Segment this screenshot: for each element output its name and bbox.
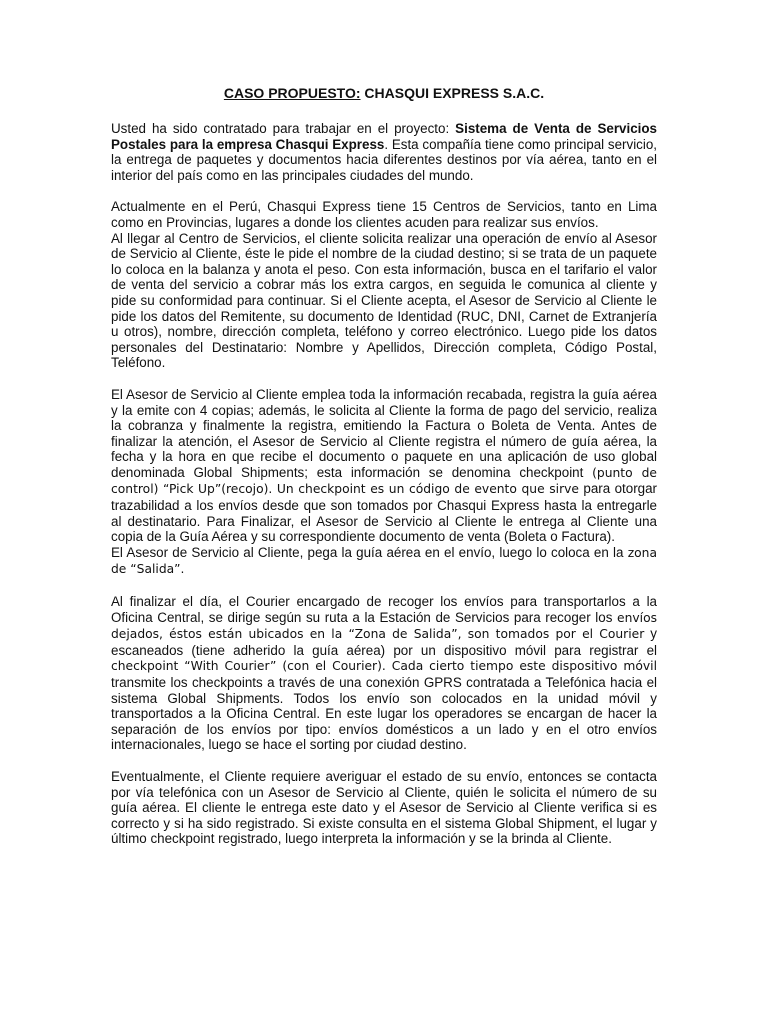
exit-zone-label: zona de “Salida”. xyxy=(111,545,657,577)
intro-text: Usted ha sido contratado para trabajar en el proyecto: xyxy=(111,121,456,136)
courier-scan-text: y escaneados (tiene adherido la guía aérea) por un dispositivo móvil para registrar el xyxy=(111,626,658,658)
service-centers-line: Actualmente en el Perú, Chasqui Express tiene 15 Centros de Servicios, tanto en Lima como en Provincias, lugares a donde los clientes acuden para realizar sus envíos. xyxy=(111,199,657,230)
courier-pickup-text: envíos dejados, éstos están ubicados en la “Zona de Salida”, son tomados por el Courier xyxy=(111,610,657,642)
exit-zone-text: El Asesor de Servicio al Cliente, pega la guía aérea en el envío, luego lo coloca en la xyxy=(111,544,628,560)
with-courier-checkpoint: checkpoint “With Courier” (con el Courier). Cada cierto tiempo este dispositivo móvil xyxy=(111,659,657,674)
title-company: CHASQUI EXPRESS S.A.C. xyxy=(360,85,545,101)
intro-text-cont: . Esta compañía tiene como principal servicio, la entrega de paquetes y documentos hacia diferentes destinos por vía aérea, tanto en el interior del país como en las principales ciudades del mundo. xyxy=(111,136,658,183)
project-name: Sistema de Venta de Servicios Postales para la empresa Chasqui Express xyxy=(111,121,657,152)
tracking-text: Eventualmente, el Cliente requiere averiguar el estado de su envío, entonces se contacta por vía telefónica con un Asesor de Servicio al Cliente, quién le solicita el número de su guía aérea. El cliente le entrega este dato y el Asesor de Servicio al Cliente verifica si es correcto y si ha sido registrado. Si existe consulta en el sistema Global Shipment, el lugar y último checkpoint registrado, luego interpreta la información y se la brinda al Cliente. xyxy=(111,768,657,847)
paragraph-courier xyxy=(111,594,657,753)
waybill-text: El Asesor de Servicio al Cliente emplea toda la información recabada, registra la guía aérea y la emite con 4 copias; además, le solicita al Cliente la forma de pago del servicio, realiza la cobranza y finalmente la registra, emitiendo la Factura o Boleta de Venta. Antes de finalizar la atención, el Asesor de Servicio al Cliente registra el número de guía aérea, la fecha y la hora en que recibe el documento o paquete en una aplicación de uso global denominada Global Shipments; esta información se denomina checkpoint xyxy=(111,386,657,480)
waybill-text-cont: para otorgar trazabilidad a los envíos desde que son tomados por Chasqui Express hasta la entregarle al destinatario. Para Finalizar, el Asesor de Servicio al Cliente le entrega al Cliente una copia de la Guía Aérea y su correspondiente documento de venta (Boleta o Factura). xyxy=(111,481,658,545)
courier-text: Al finalizar el día, el Courier encargado de recoger los envíos para transportarlos a la Oficina Central, se dirige según su ruta a la Estación de Servicios para recoger los xyxy=(111,594,657,625)
courier-transmit-text: transmite los checkpoints a través de una conexión GPRS contratada a Telefónica hacia el sistema Global Shipments. Todos los envío son colocados en la unidad móvil y transportados a la Oficina Central. En este lugar los operadores se encargan de hacer la separación de los envíos por tipo: envíos domésticos a un lado y en el otro envíos internacionales, luego se hace el sorting por ciudad destino. xyxy=(111,675,657,753)
paragraph-intro xyxy=(111,121,657,183)
service-process-text: Al llegar al Centro de Servicios, el cliente solicita realizar una operación de envío al Asesor de Servicio al Cliente, éste le pide el nombre de la ciudad destino; si se trata de un paquete lo coloca en la balanza y anota el peso. Con esta información, busca en el tarifario el valor de venta del servicio a cobrar más los extra cargos, en seguida le comunica al cliente y pide su conformidad para continuar. Si el Cliente acepta, el Asesor de Servicio al Cliente le pide los datos del Remitente, su documento de Identidad (RUC, DNI, Carnet de Extranjería u otros), nombre, dirección completa, teléfono y correo electrónico. Luego pide los datos personales del Destinatario: Nombre y Apellidos, Dirección completa, Código Postal, Teléfono. xyxy=(111,230,657,371)
paragraph-air-waybill xyxy=(111,387,657,578)
paragraph-service-centers xyxy=(111,199,657,371)
paragraph-tracking xyxy=(111,769,657,847)
document-page xyxy=(111,84,657,863)
document-title xyxy=(111,84,657,102)
checkpoint-definition: (punto de control) “Pick Up”(recojo). Un checkpoint es un código de evento que sirve xyxy=(111,465,657,497)
title-underlined: CASO PROPUESTO: xyxy=(223,85,361,101)
